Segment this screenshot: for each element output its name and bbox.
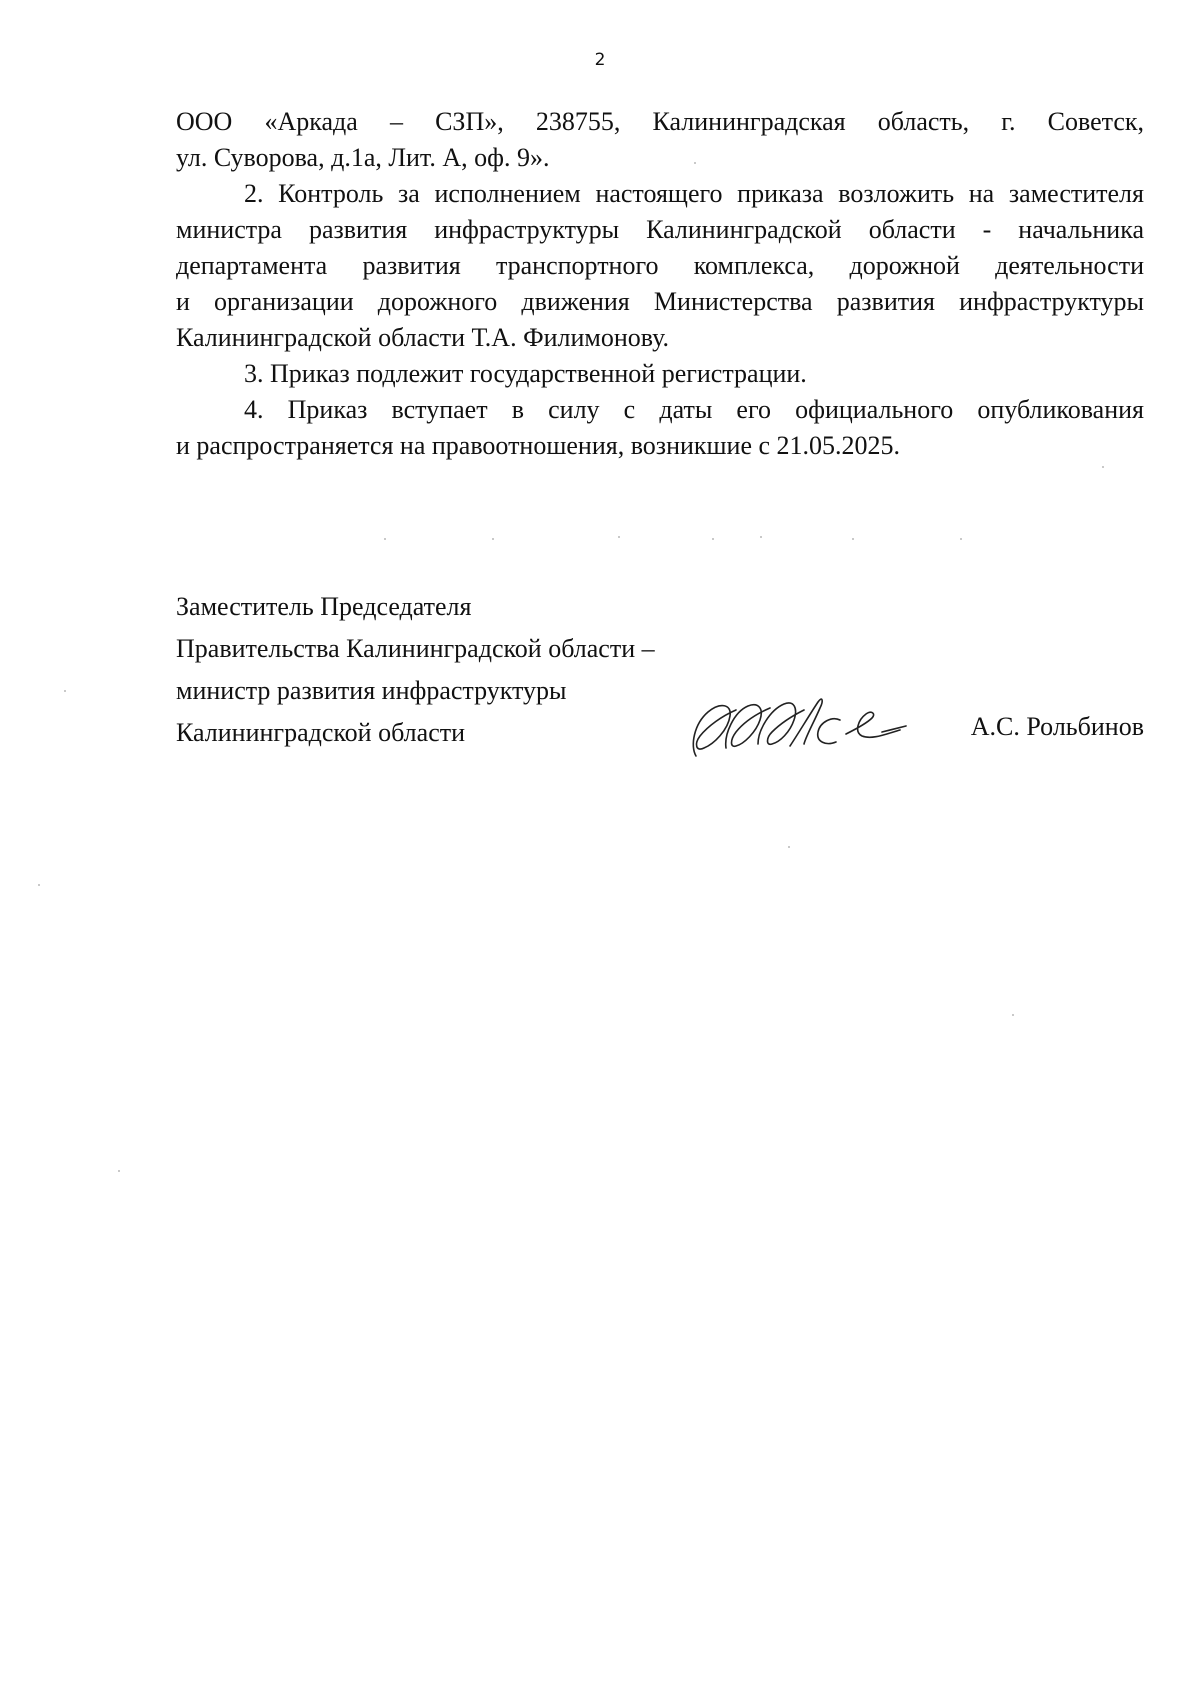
scan-speck xyxy=(1102,466,1104,468)
scan-speck xyxy=(384,538,386,540)
handwritten-signature xyxy=(686,686,916,766)
signatory-title-line-4: Калининградской области xyxy=(176,718,466,747)
effective-line-1: 4. Приказ вступает в силу с даты его официального опубликования xyxy=(244,395,1144,424)
paragraph-effective-date xyxy=(176,392,1144,464)
scan-speck xyxy=(788,846,790,848)
control-line-5: Калининградской области Т.А. Филимонову. xyxy=(176,323,670,352)
paragraph-registration xyxy=(176,356,1144,392)
scan-speck xyxy=(852,538,854,540)
registration-line: 3. Приказ подлежит государственной регистрации. xyxy=(244,359,807,388)
signatory-title xyxy=(176,586,655,754)
scan-speck xyxy=(694,162,696,164)
scan-speck xyxy=(760,536,762,538)
scan-speck xyxy=(118,1170,120,1172)
scan-speck xyxy=(960,538,962,540)
control-line-1: 2. Контроль за исполнением настоящего приказа возложить на заместителя xyxy=(244,179,1144,208)
address-line-1: ООО «Аркада – СЗП», 238755, Калининградская область, г. Советск, xyxy=(176,107,1144,136)
scan-speck xyxy=(64,690,66,692)
page-number: 2 xyxy=(594,50,606,70)
signatory-title-line-1: Заместитель Председателя xyxy=(176,592,472,621)
document-body xyxy=(176,104,1144,464)
scan-speck xyxy=(38,884,40,886)
address-line-2: ул. Суворова, д.1а, Лит. А, оф. 9». xyxy=(176,143,550,172)
signatory-title-line-2: Правительства Калининградской области – xyxy=(176,634,655,663)
paragraph-address xyxy=(176,104,1144,176)
control-line-2: министра развития инфраструктуры Калининградской области - начальника xyxy=(176,215,1144,244)
effective-line-2: и распространяется на правоотношения, возникшие с 21.05.2025. xyxy=(176,431,901,460)
paragraph-control xyxy=(176,176,1144,356)
scan-speck xyxy=(492,538,494,540)
scan-speck xyxy=(1012,1014,1014,1016)
signatory-name: А.С. Рольбинов xyxy=(970,712,1144,741)
control-line-3: департамента развития транспортного комплекса, дорожной деятельности xyxy=(176,251,1144,280)
scan-speck xyxy=(618,536,620,538)
scan-speck xyxy=(712,538,714,540)
signatory-title-line-3: министр развития инфраструктуры xyxy=(176,676,567,705)
control-line-4: и организации дорожного движения Министерства развития инфраструктуры xyxy=(176,287,1144,316)
